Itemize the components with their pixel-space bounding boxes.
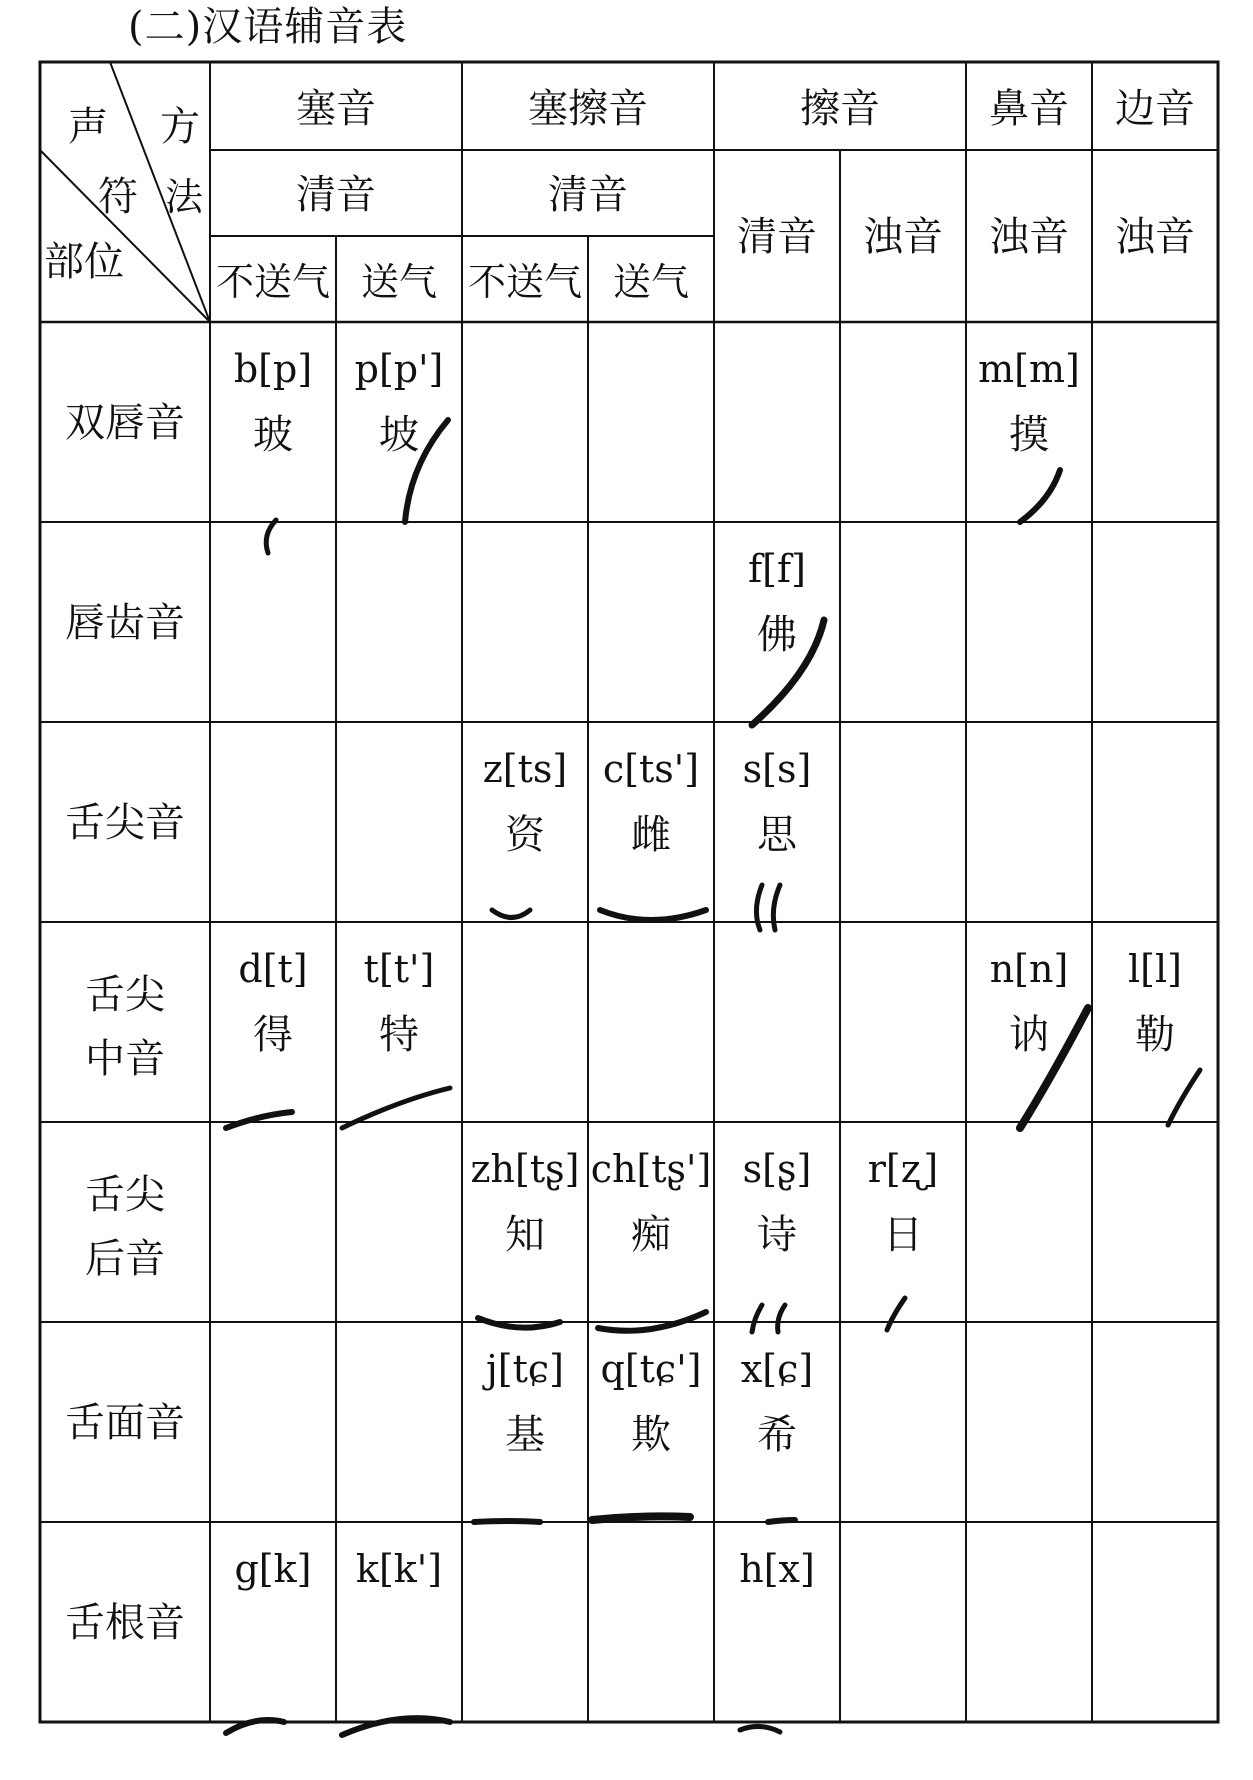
consonant-symbol: g[k] [234,1547,312,1591]
example-char: 讷 [1009,1012,1049,1058]
voicing-header-fricative-voiceless: 清音 [737,214,817,260]
example-char: 雌 [631,812,671,858]
aspiration-header: 送气 [612,260,690,304]
consonant-symbol: d[t] [238,947,308,991]
example-char: 佛 [757,612,797,658]
voicing-header-lateral: 浊音 [1115,214,1195,260]
consonant-symbol: p[p'] [354,347,444,391]
pen-mark [1168,1070,1200,1125]
example-char: 勒 [1135,1012,1175,1058]
consonant-symbol: zh[tʂ] [470,1147,580,1191]
consonant-symbol: m[m] [978,347,1080,391]
place-label: 双唇音 [65,400,185,446]
voicing-header-fricative-voiced: 浊音 [863,214,943,260]
voicing-header-stop: 清音 [296,172,376,218]
place-label: 舌尖音 [65,800,185,846]
pen-mark [266,520,276,553]
example-char: 摸 [1009,412,1049,458]
consonant-symbol: l[l] [1128,947,1182,991]
aspiration-header: 不送气 [215,260,331,304]
example-char: 希 [757,1412,797,1458]
table-border [40,62,1218,1722]
example-char: 知 [505,1212,545,1258]
pen-mark [1020,470,1060,522]
example-char: 得 [253,1012,293,1058]
pen-mark [740,1726,780,1732]
pen-mark [492,910,530,918]
example-char: 欺 [631,1412,671,1458]
pen-mark [756,885,762,930]
consonant-symbol: q[tɕ'] [600,1347,702,1391]
pen-mark [600,910,706,920]
consonant-symbol: f[f] [748,547,806,591]
corner-label-buwei: 部位 [44,239,124,285]
corner-label-fa: 法 [164,175,204,219]
example-char: 基 [505,1412,545,1458]
consonant-symbol: h[x] [739,1547,815,1591]
aspiration-header: 不送气 [467,260,583,304]
place-label: 舌尖 [85,972,165,1018]
method-header: 鼻音 [989,86,1069,132]
place-label: 后音 [85,1236,165,1282]
consonant-symbol: r[ʐ] [867,1147,939,1191]
consonant-symbol: t[t'] [363,947,435,991]
example-char: 玻 [253,412,293,458]
aspiration-header: 送气 [360,260,438,304]
corner-label-fu: 符 [98,174,138,220]
voicing-header-nasal: 浊音 [989,214,1069,260]
corner-label-sheng: 声 [68,104,108,150]
place-label: 舌尖 [85,1172,165,1218]
example-char: 思 [757,812,797,858]
example-char: 日 [883,1212,923,1258]
method-header: 塞擦音 [528,86,648,132]
pen-mark [474,1521,540,1522]
method-header: 边音 [1115,86,1195,132]
place-label: 舌根音 [65,1600,185,1646]
example-char: 特 [379,1012,419,1058]
consonant-symbol: b[p] [233,347,313,391]
pen-mark [773,885,780,930]
example-char: 资 [505,812,545,858]
method-header: 擦音 [800,86,880,132]
consonant-symbol: x[ɕ] [740,1347,814,1391]
pen-mark [768,1520,795,1522]
example-char: 诗 [757,1212,797,1258]
consonant-symbol: s[s] [742,747,812,791]
consonant-symbol: z[ts] [482,747,568,791]
place-label: 舌面音 [65,1400,185,1446]
consonant-symbol: n[n] [989,947,1069,991]
pen-mark [752,1305,762,1332]
place-label: 中音 [85,1036,165,1082]
consonant-symbol: ch[tʂ'] [590,1147,712,1191]
consonant-symbol: k[k'] [355,1547,443,1591]
voicing-header-affricate: 清音 [548,172,628,218]
consonant-symbol: c[ts'] [602,747,700,791]
pen-mark [778,1305,785,1332]
consonant-symbol: j[tɕ] [486,1347,564,1391]
consonant-symbol: s[ʂ] [742,1147,812,1191]
pen-mark [887,1298,905,1330]
method-header: 塞音 [296,86,376,132]
place-label: 唇齿音 [65,600,185,646]
table-title: (二)汉语辅音表 [128,4,408,50]
example-char: 痴 [631,1212,671,1258]
pen-mark [226,1112,292,1128]
corner-label-fang: 方 [160,104,200,150]
example-char: 坡 [379,412,419,458]
pen-mark [592,1516,690,1520]
